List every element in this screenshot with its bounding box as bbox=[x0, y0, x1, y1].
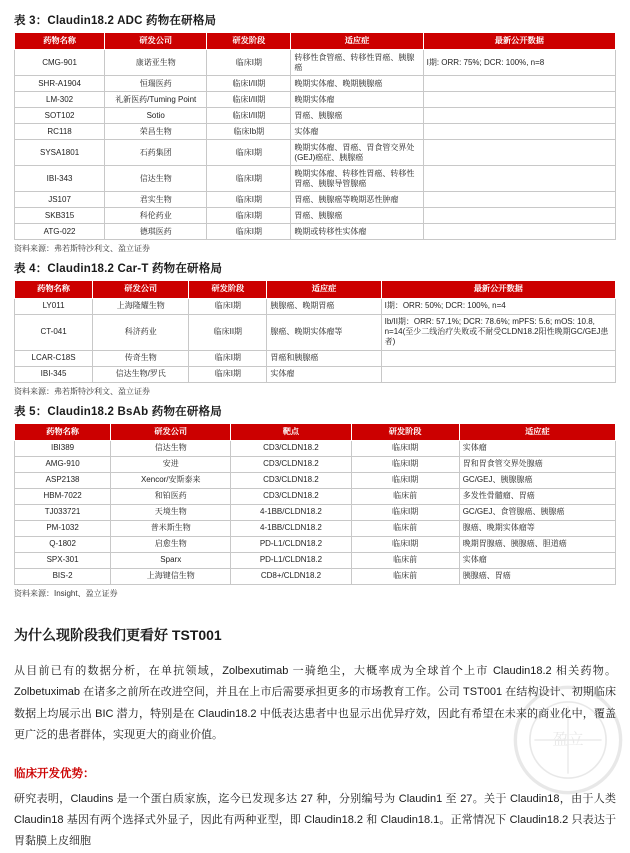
col-header: 适应症 bbox=[459, 423, 615, 440]
cell: LCAR-C18S bbox=[15, 350, 93, 366]
cell: PD-L1/CLDN18.2 bbox=[231, 536, 351, 552]
svg-text:盈立: 盈立 bbox=[552, 731, 584, 749]
cell: 传奇生物 bbox=[93, 350, 189, 366]
cell bbox=[423, 76, 615, 92]
cell: 君实生物 bbox=[105, 192, 207, 208]
col-header: 研发公司 bbox=[105, 33, 207, 50]
table-row bbox=[15, 76, 616, 92]
table-row bbox=[15, 124, 616, 140]
cell: 实体瘤 bbox=[291, 124, 423, 140]
table-row bbox=[15, 552, 616, 568]
col-header: 药物名称 bbox=[15, 281, 93, 298]
table-row bbox=[15, 140, 616, 166]
cell: CD3/CLDN18.2 bbox=[231, 472, 351, 488]
table-row bbox=[15, 366, 616, 382]
cell: 晚期胃腺癌、胰腺癌、胆道癌 bbox=[459, 536, 615, 552]
cell: LY011 bbox=[15, 298, 93, 314]
col-header: 最新公开数据 bbox=[381, 281, 615, 298]
table-header-row bbox=[15, 281, 616, 298]
cell: SPX-301 bbox=[15, 552, 111, 568]
section-heading: 为什么现阶段我们更看好 TST001 bbox=[14, 626, 222, 643]
cell: SHR-A1904 bbox=[15, 76, 105, 92]
cell: 临床I期 bbox=[207, 224, 291, 240]
table-5-source: 资料来源：Insight、盈立证券 bbox=[14, 588, 118, 598]
table-row bbox=[15, 488, 616, 504]
cell: 胃癌、胰腺癌等晚期恶性肿瘤 bbox=[291, 192, 423, 208]
cell: I期: ORR: 75%; DCR: 100%, n=8 bbox=[423, 50, 615, 76]
cell: 礼新医药/Tuming Point bbox=[105, 92, 207, 108]
cell: PD-L1/CLDN18.2 bbox=[231, 552, 351, 568]
table-row bbox=[15, 298, 616, 314]
cell: SOT102 bbox=[15, 108, 105, 124]
cell: Ib/II期：ORR: 57.1%; DCR: 78.6%; mPFS: 5.6; mOS: 10.8, n=14(至少二线治疗失败或不耐受CLDN18.2阳性晚期GC/GEJ患者) bbox=[381, 314, 615, 350]
table-row bbox=[15, 224, 616, 240]
cell: I期：ORR: 50%; DCR: 100%, n=4 bbox=[381, 298, 615, 314]
cell: 荣昌生物 bbox=[105, 124, 207, 140]
cell bbox=[423, 124, 615, 140]
col-header: 研发阶段 bbox=[351, 423, 459, 440]
cell: 临床前 bbox=[351, 488, 459, 504]
table-header-row bbox=[15, 33, 616, 50]
table-header-row bbox=[15, 423, 616, 440]
cell: 晚期实体瘤 bbox=[291, 92, 423, 108]
section-paragraph: 从目前已有的数据分析，在单抗领域，Zolbexutimab 一骑绝尘，大概率成为全球首个上市 Claudin18.2 相关药物。Zolbetuximab 在诸多之前所在改进空间，并且在上市后需要承担更多的市场教育工作。公司 TST001 在结构设计、初期临床数据上均展示出 BIC 潜力，特别是在 Claudin18.2 中低表达患者中也显示出优异疗效，因此有希望在未来的商业化中，覆盖更广泛的患者群体，实现更大的商业价值。 bbox=[14, 664, 616, 742]
cell: 临床I期 bbox=[351, 536, 459, 552]
cell: 实体瘤 bbox=[459, 440, 615, 456]
table-3-title: 表 3：Claudin18.2 ADC 药物在研格局 bbox=[14, 15, 217, 27]
table-row bbox=[15, 520, 616, 536]
table-row bbox=[15, 536, 616, 552]
table-row bbox=[15, 92, 616, 108]
cell: 胃癌和胰腺癌 bbox=[267, 350, 381, 366]
cell bbox=[423, 108, 615, 124]
cell: CT-041 bbox=[15, 314, 93, 350]
cell: CD3/CLDN18.2 bbox=[231, 440, 351, 456]
col-header: 药物名称 bbox=[15, 423, 111, 440]
cell: 胃癌、胰腺癌 bbox=[291, 208, 423, 224]
table-4-source: 资料来源：弗若斯特沙利文、盈立证券 bbox=[14, 386, 150, 396]
cell: SKB315 bbox=[15, 208, 105, 224]
section-subheading: 临床开发优势： bbox=[14, 767, 95, 780]
cell: PM-1032 bbox=[15, 520, 111, 536]
table-4-title: 表 4：Claudin18.2 Car-T 药物在研格局 bbox=[14, 263, 223, 276]
table-row bbox=[15, 208, 616, 224]
cell: CMG-901 bbox=[15, 50, 105, 76]
col-header: 研发阶段 bbox=[207, 33, 291, 50]
cell: 临床前 bbox=[351, 552, 459, 568]
cell: LM-302 bbox=[15, 92, 105, 108]
cell: JS107 bbox=[15, 192, 105, 208]
cell: 临床I期 bbox=[207, 208, 291, 224]
table-claudin-adc bbox=[14, 32, 616, 240]
cell: 科伦药业 bbox=[105, 208, 207, 224]
cell: 临床I期 bbox=[207, 166, 291, 192]
table-row bbox=[15, 50, 616, 76]
cell: 胃癌、胰腺癌 bbox=[291, 108, 423, 124]
cell: 启愈生物 bbox=[111, 536, 231, 552]
cell: IBI-343 bbox=[15, 166, 105, 192]
cell: 和铂医药 bbox=[111, 488, 231, 504]
cell: 天境生物 bbox=[111, 504, 231, 520]
cell: 临床I期 bbox=[189, 298, 267, 314]
col-header: 研发阶段 bbox=[189, 281, 267, 298]
cell: 胰腺癌、晚期胃癌 bbox=[267, 298, 381, 314]
cell: 临床I期 bbox=[189, 366, 267, 382]
table-row bbox=[15, 192, 616, 208]
cell: 晚期实体瘤、胃癌、胃食管交界处(GEJ)癌症、胰腺癌 bbox=[291, 140, 423, 166]
col-header: 适应症 bbox=[291, 33, 423, 50]
cell: RC118 bbox=[15, 124, 105, 140]
cell: 腺癌、晚期实体瘤等 bbox=[267, 314, 381, 350]
table-claudin-cart bbox=[14, 280, 616, 382]
table-5-title: 表 5：Claudin18.2 BsAb 药物在研格局 bbox=[14, 405, 222, 418]
table-claudin-bsab bbox=[14, 423, 616, 585]
table-row bbox=[15, 456, 616, 472]
cell: 4-1BB/CLDN18.2 bbox=[231, 504, 351, 520]
cell: 普米斯生物 bbox=[111, 520, 231, 536]
cell: 临床I期 bbox=[207, 140, 291, 166]
cell: Sparx bbox=[111, 552, 231, 568]
cell: 安进 bbox=[111, 456, 231, 472]
cell: 德琪医药 bbox=[105, 224, 207, 240]
cell bbox=[423, 192, 615, 208]
cell: 实体瘤 bbox=[267, 366, 381, 382]
cell bbox=[423, 224, 615, 240]
col-header: 适应症 bbox=[267, 281, 381, 298]
col-header: 药物名称 bbox=[15, 33, 105, 50]
cell bbox=[423, 92, 615, 108]
cell: 晚期或转移性实体瘤 bbox=[291, 224, 423, 240]
cell: 多发性骨髓瘤、胃癌 bbox=[459, 488, 615, 504]
cell: 实体瘤 bbox=[459, 552, 615, 568]
cell: 上海键信生物 bbox=[111, 568, 231, 584]
cell: Sotio bbox=[105, 108, 207, 124]
cell: 上海隆耀生物 bbox=[93, 298, 189, 314]
cell bbox=[381, 350, 615, 366]
cell: 胃和胃食管交界处腺癌 bbox=[459, 456, 615, 472]
cell: 临床I/II期 bbox=[207, 92, 291, 108]
cell bbox=[381, 366, 615, 382]
cell: 信达生物 bbox=[105, 166, 207, 192]
cell: 临床I期 bbox=[207, 50, 291, 76]
table-row bbox=[15, 350, 616, 366]
cell: 4-1BB/CLDN18.2 bbox=[231, 520, 351, 536]
cell: HBM-7022 bbox=[15, 488, 111, 504]
cell bbox=[423, 208, 615, 224]
table-row bbox=[15, 440, 616, 456]
cell: CD8+/CLDN18.2 bbox=[231, 568, 351, 584]
cell: GC/GEJ、胰腺腺癌 bbox=[459, 472, 615, 488]
cell: BIS-2 bbox=[15, 568, 111, 584]
table-row bbox=[15, 472, 616, 488]
cell: TJ033721 bbox=[15, 504, 111, 520]
cell: 临床II期 bbox=[189, 314, 267, 350]
cell: CD3/CLDN18.2 bbox=[231, 488, 351, 504]
cell: CD3/CLDN18.2 bbox=[231, 456, 351, 472]
cell: 信达生物 bbox=[111, 440, 231, 456]
col-header: 研发公司 bbox=[93, 281, 189, 298]
cell: ASP2138 bbox=[15, 472, 111, 488]
cell: 临床I期 bbox=[351, 472, 459, 488]
cell: ATG-022 bbox=[15, 224, 105, 240]
table-row bbox=[15, 568, 616, 584]
cell: 临床I期 bbox=[351, 504, 459, 520]
cell: 临床前 bbox=[351, 568, 459, 584]
cell: Xencor/安斯泰来 bbox=[111, 472, 231, 488]
col-header: 研发公司 bbox=[111, 423, 231, 440]
cell bbox=[423, 140, 615, 166]
cell: 临床Ib期 bbox=[207, 124, 291, 140]
cell: IBI389 bbox=[15, 440, 111, 456]
cell: 临床I期 bbox=[351, 456, 459, 472]
cell: 恒瑞医药 bbox=[105, 76, 207, 92]
cell: 晚期实体瘤、晚期胰腺癌 bbox=[291, 76, 423, 92]
cell: Q-1802 bbox=[15, 536, 111, 552]
section-sub-paragraph: 研究表明，Claudins 是一个蛋白质家族，迄今已发现多达 27 种，分别编号为 Claudin1 至 27。关于 Claudin18，由于人类 Claudin18 基因有两个选择式外显子，因此有两种亚型，即 Claudin18.2 和 Claudin18.1。正常情况下 Claudin18.2 只表达于胃黏膜上皮细胞 bbox=[14, 792, 616, 848]
cell: 石药集团 bbox=[105, 140, 207, 166]
cell: 临床I/II期 bbox=[207, 108, 291, 124]
col-header: 最新公开数据 bbox=[423, 33, 615, 50]
cell: 临床I期 bbox=[189, 350, 267, 366]
cell: SYSA1801 bbox=[15, 140, 105, 166]
cell bbox=[423, 166, 615, 192]
table-row bbox=[15, 108, 616, 124]
cell: 临床I/II期 bbox=[207, 76, 291, 92]
cell: IBI-345 bbox=[15, 366, 93, 382]
table-3-source: 资料来源：弗若斯特沙利文、盈立证券 bbox=[14, 244, 150, 254]
cell: 腺癌、晚期实体瘤等 bbox=[459, 520, 615, 536]
cell: 科济药业 bbox=[93, 314, 189, 350]
cell: 转移性食管癌、转移性胃癌、胰腺癌 bbox=[291, 50, 423, 76]
table-row bbox=[15, 504, 616, 520]
cell: 临床I期 bbox=[207, 192, 291, 208]
table-row bbox=[15, 314, 616, 350]
cell: GC/GEJ、食管腺癌、胰腺癌 bbox=[459, 504, 615, 520]
table-row bbox=[15, 166, 616, 192]
col-header: 靶点 bbox=[231, 423, 351, 440]
cell: 临床I期 bbox=[351, 440, 459, 456]
cell: 康诺亚生物 bbox=[105, 50, 207, 76]
cell: AMG-910 bbox=[15, 456, 111, 472]
cell: 信达生物/罗氏 bbox=[93, 366, 189, 382]
cell: 胰腺癌、胃癌 bbox=[459, 568, 615, 584]
cell: 晚期实体瘤、转移性胃癌、转移性胃癌、胰腺导管腺癌 bbox=[291, 166, 423, 192]
cell: 临床前 bbox=[351, 520, 459, 536]
